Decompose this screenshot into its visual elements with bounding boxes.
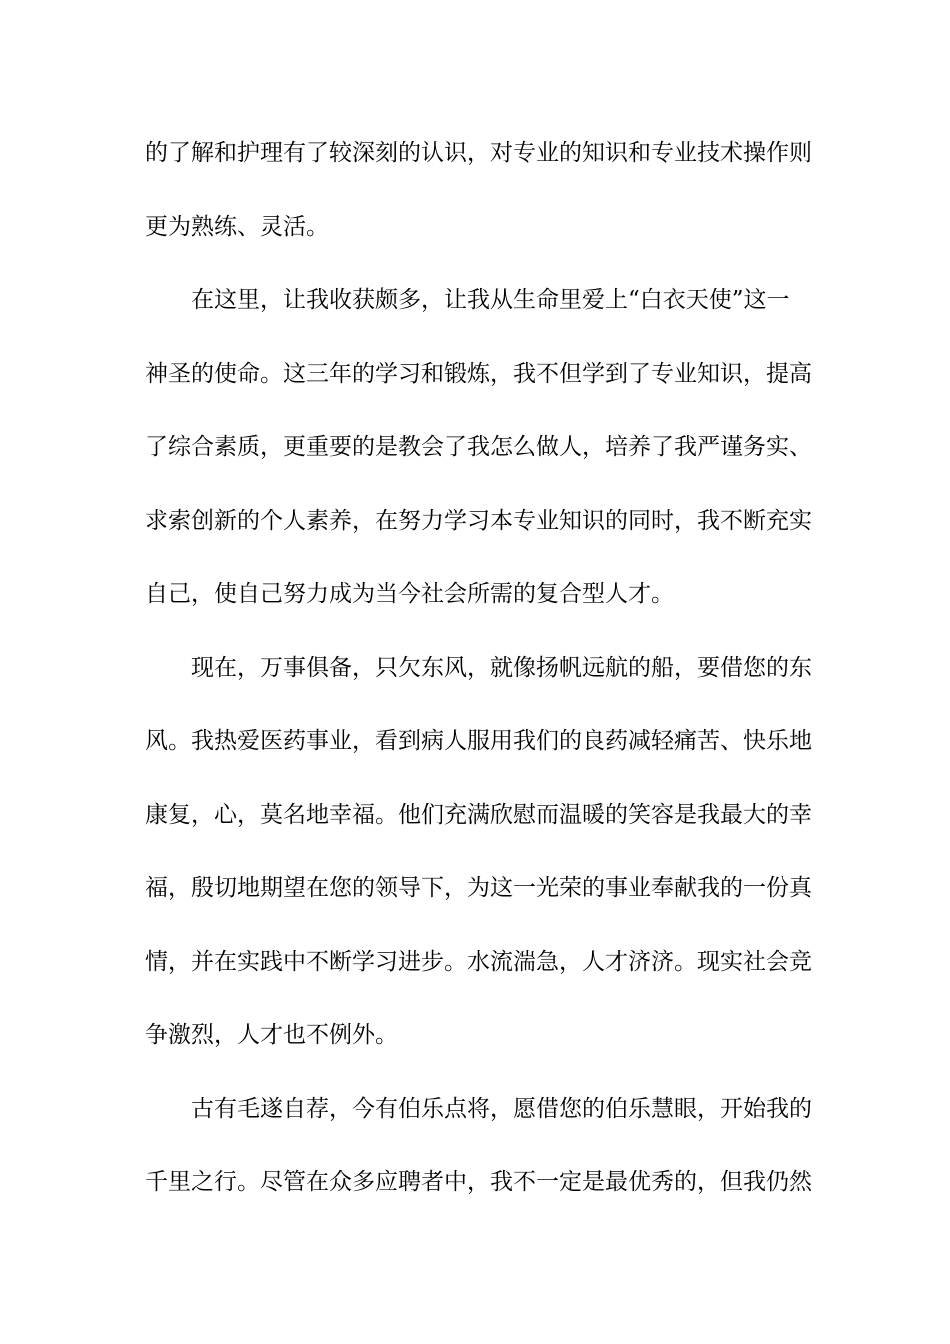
text-line: 风。我热爱医药事业，看到病人服用我们的良药减轻痛苦、快乐地 [145,728,812,754]
text-line: 千里之行。尽管在众多应聘者中，我不一定是最优秀的，但我仍然 [145,1169,812,1195]
paragraph-first-line: 古有毛遂自荐，今有伯乐点将，愿借您的伯乐慧眼，开始我的 [191,1095,812,1122]
text-line: 求索创新的个人素养，在努力学习本专业知识的同时，我不断充实 [145,507,812,534]
text-line: 了综合素质，更重要的是教会了我怎么做人，培养了我严谨务实、 [145,434,812,460]
text-line: 神圣的使命。这三年的学习和锻炼，我不但学到了专业知识，提高 [145,360,812,387]
text-line: 康复，心，莫名地幸福。他们充满欣慰而温暖的笑容是我最大的幸 [145,801,812,828]
text-line: 福，殷切地期望在您的领导下，为这一光荣的事业奉献我的一份真 [145,875,812,901]
paragraph-first-line: 在这里，让我收获颇多，让我从生命里爱上“白衣天使”这一 [191,287,790,313]
paragraph-first-line: 现在，万事俱备，只欠东风，就像扬帆远航的船，要借您的东 [191,654,812,681]
text-line: 更为熟练、灵活。 [145,213,329,240]
text-line: 情，并在实践中不断学习进步。水流湍急，人才济济。现实社会竞 [145,948,812,975]
text-line: 自己，使自己努力成为当今社会所需的复合型人才。 [145,581,674,607]
body-text [145,128,812,1231]
text-line: 的了解和护理有了较深刻的认识，对专业的知识和专业技术操作则 [145,140,812,166]
text-line: 争激烈，人才也不例外。 [145,1022,398,1048]
